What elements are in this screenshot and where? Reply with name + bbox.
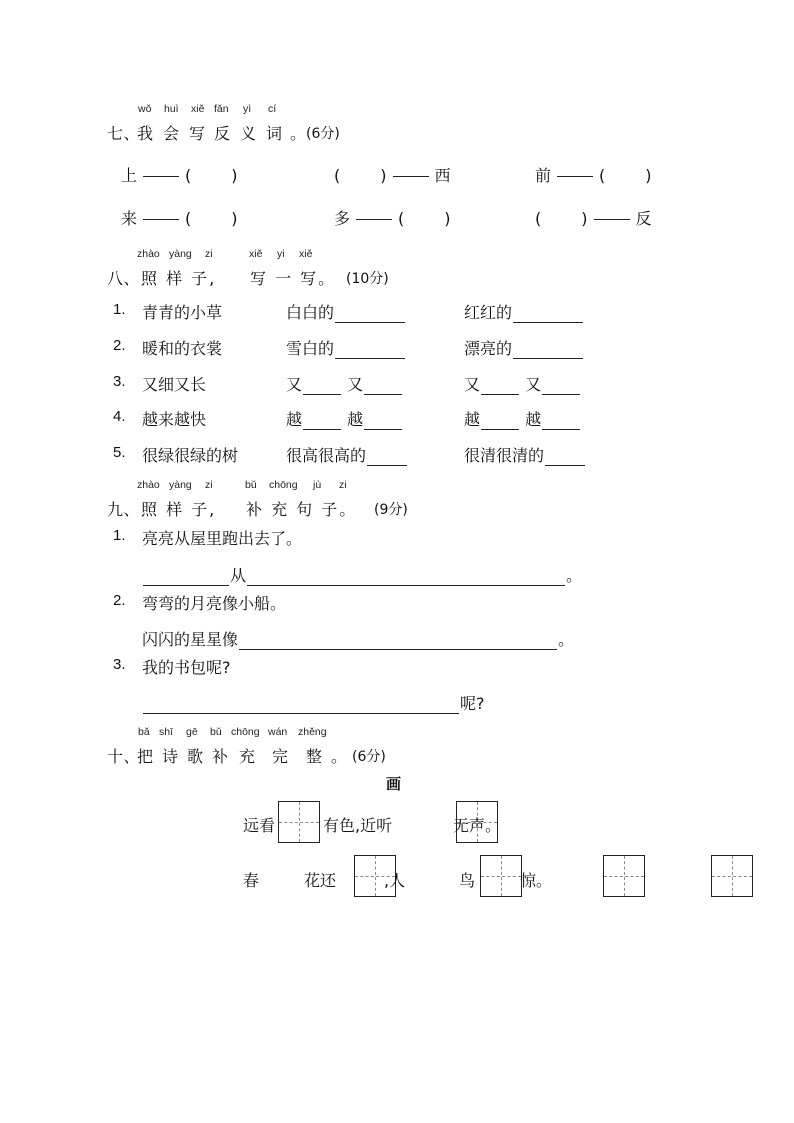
pinyin: xiě <box>249 248 263 260</box>
pinyin: yì <box>243 103 252 115</box>
title-part: 照 样 子, <box>141 269 217 288</box>
title-char: 反 <box>214 124 231 143</box>
prompt: 又 <box>525 375 542 394</box>
antonym-item <box>535 206 652 229</box>
title-char: 写 <box>189 124 206 143</box>
pinyin: chōng <box>269 479 298 491</box>
pinyin: yi <box>277 248 285 260</box>
example: 越来越快 <box>142 410 207 429</box>
fill-item <box>286 372 403 395</box>
antonym-item <box>535 163 652 186</box>
poem-text: 惊。 <box>520 871 553 890</box>
fill-item <box>464 300 584 323</box>
prompt: 漂亮的 <box>464 339 513 358</box>
poem-text: 无声。 <box>453 816 502 835</box>
pinyin: xiě <box>191 103 205 115</box>
dash <box>143 176 179 177</box>
poem-text: 鸟 <box>459 871 476 890</box>
title-char: 。 <box>290 124 307 143</box>
answer-blank[interactable] <box>481 378 519 395</box>
dash <box>356 219 392 220</box>
score: (6分) <box>352 749 386 765</box>
title-char: 补 <box>212 747 229 766</box>
answer-blank[interactable] <box>303 378 341 395</box>
pinyin: shī <box>159 726 174 738</box>
answer-line <box>142 563 582 586</box>
answer-blank[interactable] <box>545 449 585 466</box>
pinyin: zi <box>205 479 213 491</box>
title-char: 完 <box>272 747 289 766</box>
title-part: 补 充 句 子。 <box>246 500 358 519</box>
title-char: 义 <box>240 124 257 143</box>
pinyin: yàng <box>169 248 192 260</box>
paren-close: ) <box>231 209 238 228</box>
punct: 呢? <box>460 694 485 713</box>
fill-item <box>286 407 403 430</box>
item-number: 2. <box>113 592 126 609</box>
fill-item <box>286 443 408 466</box>
prompt: 又 <box>464 375 481 394</box>
dash <box>557 176 593 177</box>
antonym-item <box>334 163 451 186</box>
paren-open: ( <box>398 209 405 228</box>
answer-blank[interactable] <box>335 342 405 359</box>
answer-blank[interactable] <box>335 306 405 323</box>
item-number: 4. <box>113 408 126 425</box>
paren-open: ( <box>185 209 192 228</box>
example: 很绿很绿的树 <box>142 446 239 465</box>
answer-blank[interactable] <box>542 378 580 395</box>
title-char: 会 <box>163 124 180 143</box>
paren-close: ) <box>581 209 588 228</box>
character-grid-box[interactable] <box>603 855 645 897</box>
prompt: 越 <box>286 410 303 429</box>
fill-item <box>464 443 586 466</box>
prompt: 很清很清的 <box>464 446 545 465</box>
title-char: 我 <box>137 124 154 143</box>
fill-item <box>286 300 406 323</box>
poem-text: 远看 <box>243 816 276 835</box>
poem-text: 花还 <box>304 871 337 890</box>
example: 青青的小草 <box>142 303 223 322</box>
score: (10分) <box>346 271 389 287</box>
word: 来 <box>121 209 138 228</box>
pinyin: zhěng <box>298 726 327 738</box>
paren-open: ( <box>535 209 542 228</box>
poem-text: ,人 <box>384 871 406 890</box>
prompt: 雪白的 <box>286 339 335 358</box>
section-number: 八、 <box>107 269 141 288</box>
item-number: 3. <box>113 373 126 390</box>
pinyin: jù <box>313 479 322 491</box>
title-part: 照 样 子, <box>141 500 217 519</box>
punct: 。 <box>566 566 583 585</box>
pinyin: zhào <box>137 479 160 491</box>
paren-open: ( <box>599 166 606 185</box>
prompt: 从 <box>230 566 247 585</box>
answer-blank[interactable] <box>364 378 402 395</box>
pinyin: chōng <box>231 726 260 738</box>
prompt: 越 <box>464 410 481 429</box>
poem-title: 画 <box>386 775 402 793</box>
pinyin: yàng <box>169 479 192 491</box>
answer-blank[interactable] <box>143 569 229 586</box>
poem-text: 春 <box>243 871 260 890</box>
paren-open: ( <box>334 166 341 185</box>
pinyin: wǒ <box>138 103 152 115</box>
title-char: 歌 <box>187 747 204 766</box>
prompt: 越 <box>347 410 364 429</box>
dash <box>393 176 429 177</box>
pinyin: cí <box>268 103 277 115</box>
section-title <box>107 121 140 144</box>
antonym-item <box>334 206 451 229</box>
title-char: 诗 <box>162 747 179 766</box>
pinyin: zhào <box>137 248 160 260</box>
pinyin: bǔ <box>245 479 257 491</box>
pinyin: bǔ <box>210 726 222 738</box>
pinyin: zi <box>339 479 347 491</box>
section-number: 九、 <box>107 500 141 519</box>
answer-blank[interactable] <box>247 569 565 586</box>
title-char: 词 <box>266 124 283 143</box>
paren-open: ( <box>185 166 192 185</box>
pinyin: fǎn <box>214 103 229 115</box>
pinyin: gē <box>186 726 198 738</box>
dash <box>594 219 630 220</box>
antonym-item <box>121 163 238 186</box>
score: (9分) <box>374 502 408 518</box>
title-char: 充 <box>239 747 256 766</box>
prompt: 闪闪的星星像 <box>142 630 239 649</box>
pinyin: huì <box>164 103 179 115</box>
item-number: 2. <box>113 337 126 354</box>
answer-blank[interactable] <box>481 413 519 430</box>
item-number: 1. <box>113 301 126 318</box>
section-number: 十、 <box>107 747 141 766</box>
pinyin: wán <box>268 726 288 738</box>
example: 亮亮从屋里跑出去了。 <box>142 529 303 548</box>
character-grid-box[interactable] <box>278 801 320 843</box>
poem-text: 有色,近听 <box>323 816 393 835</box>
prompt: 很高很高的 <box>286 446 367 465</box>
answer-blank[interactable] <box>239 633 557 650</box>
paren-close: ) <box>645 166 652 185</box>
paren-close: ) <box>231 166 238 185</box>
example: 弯弯的月亮像小船。 <box>142 594 287 613</box>
fill-item <box>286 336 406 359</box>
answer-blank[interactable] <box>303 413 341 430</box>
prompt: 白白的 <box>286 303 335 322</box>
pinyin: zi <box>205 248 213 260</box>
title-char: 。 <box>331 747 348 766</box>
item-number: 3. <box>113 656 126 673</box>
prompt: 越 <box>525 410 542 429</box>
prompt: 又 <box>347 375 364 394</box>
prompt: 又 <box>286 375 303 394</box>
example: 暖和的衣裳 <box>142 339 223 358</box>
character-grid-box[interactable] <box>711 855 753 897</box>
title-part: 写 一 写。 <box>250 269 337 288</box>
item-number: 5. <box>113 444 126 461</box>
answer-blank[interactable] <box>513 306 583 323</box>
antonym-item <box>121 206 238 229</box>
answer-blank[interactable] <box>143 697 459 714</box>
answer-blank[interactable] <box>367 449 407 466</box>
answer-blank[interactable] <box>542 413 580 430</box>
pinyin: xiě <box>299 248 313 260</box>
section-number: 七、 <box>107 124 141 143</box>
answer-blank[interactable] <box>513 342 583 359</box>
word: 西 <box>434 166 451 185</box>
word: 上 <box>121 166 138 185</box>
word: 反 <box>635 209 652 228</box>
example: 我的书包呢? <box>142 658 231 677</box>
word: 前 <box>535 166 552 185</box>
answer-line <box>142 627 574 650</box>
paren-close: ) <box>444 209 451 228</box>
answer-blank[interactable] <box>364 413 402 430</box>
punct: 。 <box>558 630 575 649</box>
dash <box>143 219 179 220</box>
character-grid-box[interactable] <box>480 855 522 897</box>
word: 多 <box>334 209 351 228</box>
fill-item <box>464 372 581 395</box>
pinyin: bǎ <box>138 726 150 738</box>
example: 又细又长 <box>142 375 207 394</box>
prompt: 红红的 <box>464 303 513 322</box>
paren-close: ) <box>380 166 387 185</box>
title-char: 整 <box>306 747 323 766</box>
fill-item <box>464 336 584 359</box>
fill-item <box>464 407 581 430</box>
score: (6分) <box>306 126 340 142</box>
title-char: 把 <box>137 747 154 766</box>
answer-line <box>142 691 485 714</box>
item-number: 1. <box>113 527 126 544</box>
